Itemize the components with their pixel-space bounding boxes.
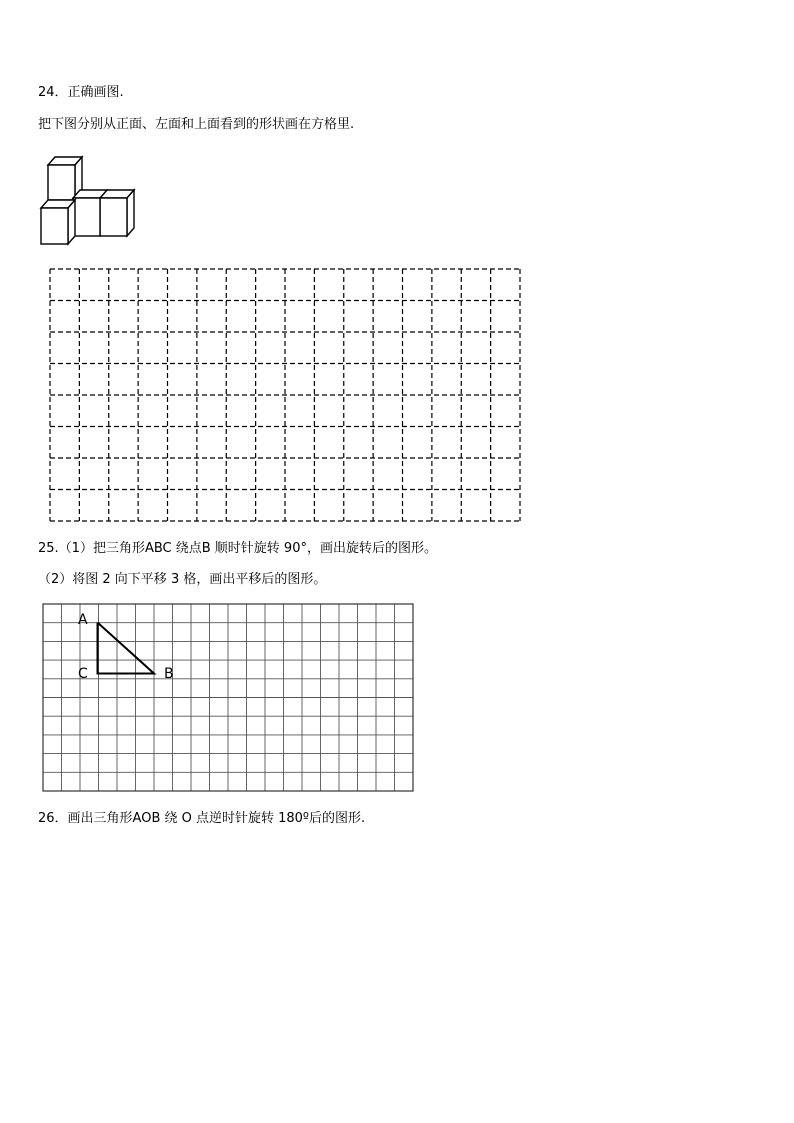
label-c: C — [78, 666, 88, 682]
triangle-abc — [98, 623, 155, 674]
q25-part1: 25.（1）把三角形ABC 绕点B 顺时针旋转 90°，画出旋转后的图形。 — [38, 541, 437, 556]
q25-part2: （2）将图 2 向下平移 3 格，画出平移后的图形。 — [38, 572, 327, 587]
q26-title: 26．画出三角形AOB 绕 O 点逆时针旋转 180º后的图形. — [38, 811, 366, 826]
cube-figure — [38, 152, 138, 247]
square-grid-with-triangle — [42, 603, 414, 793]
q24-title: 24．正确画图. — [38, 85, 124, 100]
dashed-answer-grid — [49, 268, 521, 522]
q24-instruction: 把下图分别从正面、左面和上面看到的形状画在方格里. — [38, 117, 355, 132]
label-a: A — [78, 612, 88, 628]
label-b: B — [164, 666, 174, 682]
